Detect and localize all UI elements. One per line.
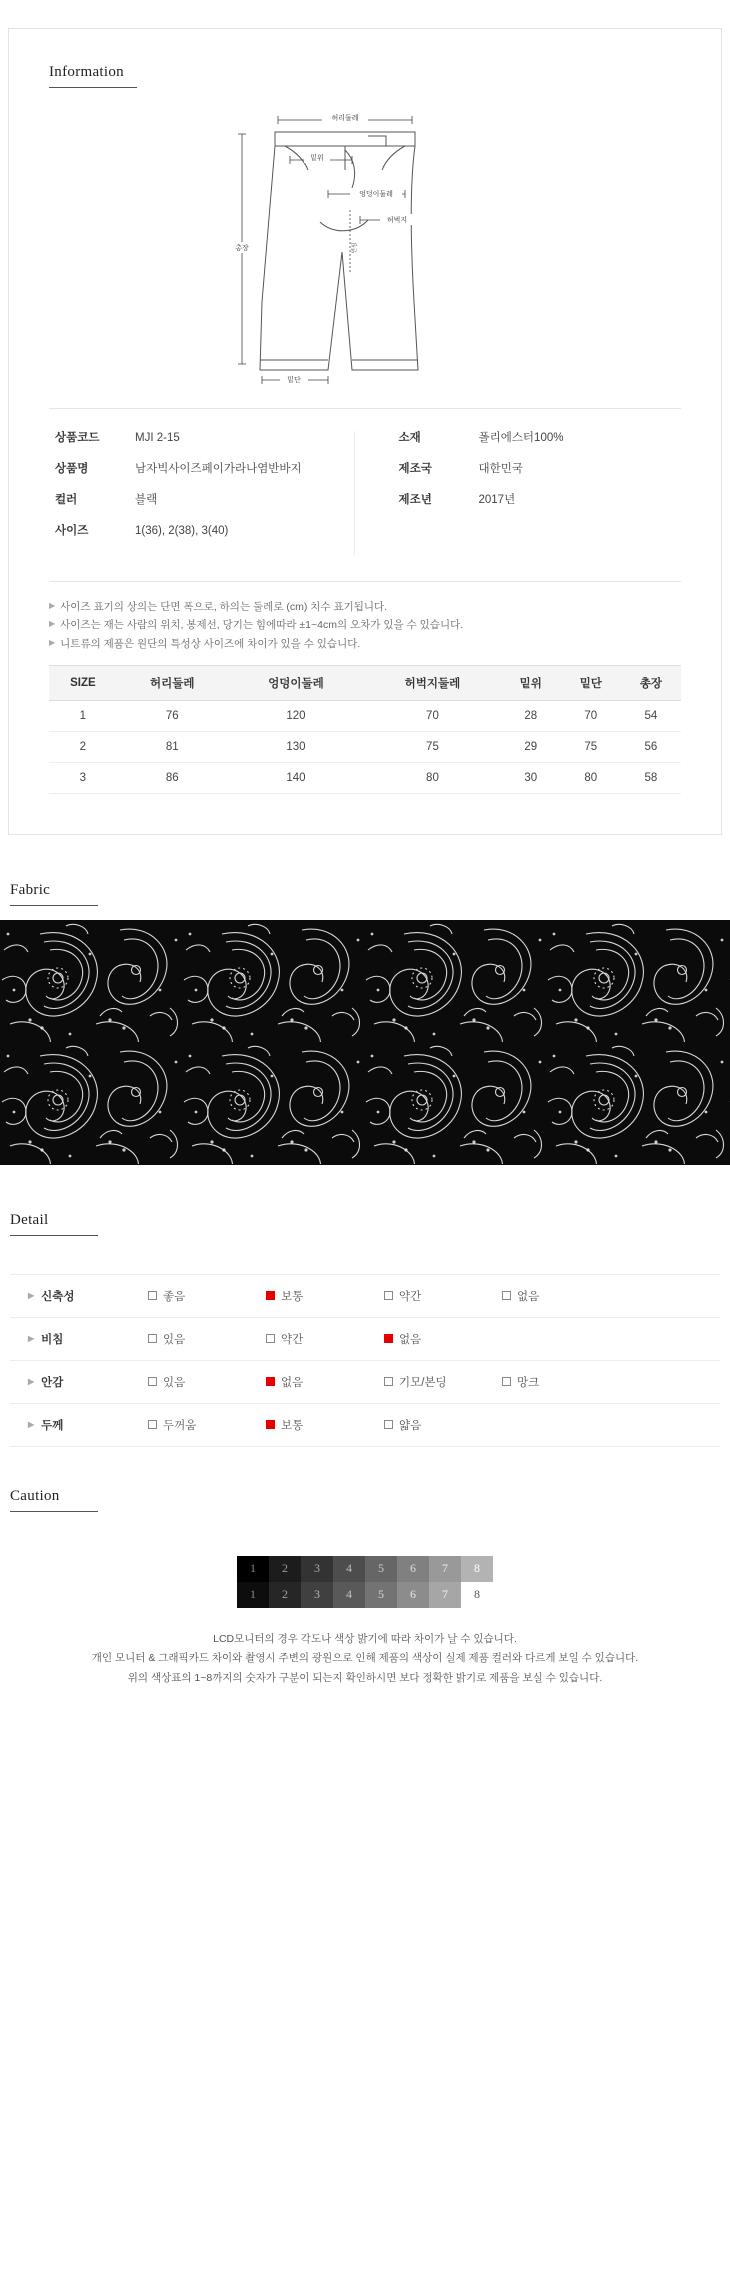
spec-key: 컬러	[55, 493, 78, 506]
spec-column-right	[355, 431, 682, 555]
table-cell: 76	[117, 700, 228, 731]
spec-key: 제조국	[398, 462, 432, 475]
checkbox-icon-checked[interactable]	[266, 1377, 275, 1386]
swatch-cell: 1	[237, 1582, 269, 1608]
detail-rows	[10, 1258, 720, 1447]
detail-label-text: 두께	[41, 1419, 64, 1432]
product-detail-page	[0, 28, 730, 1758]
spec-value: 폴리에스터100%	[478, 432, 564, 444]
option-label: 없음	[517, 1290, 540, 1303]
detail-option[interactable]	[266, 1417, 384, 1433]
detail-row-lining	[10, 1361, 720, 1404]
option-label: 기모/본딩	[399, 1376, 447, 1389]
information-panel	[8, 28, 722, 835]
diagram-label-hip: 엉덩이둘레	[359, 191, 393, 198]
table-row	[49, 731, 681, 762]
checkbox-icon[interactable]	[502, 1377, 511, 1386]
checkbox-icon[interactable]	[266, 1334, 275, 1343]
table-cell: 81	[117, 731, 228, 762]
swatch-cell: 6	[397, 1556, 429, 1582]
swatch-cell: 8	[461, 1556, 493, 1582]
option-label: 망크	[517, 1376, 540, 1389]
caution-title: Caution	[10, 1488, 98, 1512]
option-label: 없음	[399, 1333, 422, 1346]
triangle-icon: ▶	[28, 1334, 35, 1344]
detail-option[interactable]	[502, 1288, 620, 1304]
swatch-cell: 5	[365, 1582, 397, 1608]
note-text: 사이즈 표기의 상의는 단면 폭으로, 하의는 둘레로 (cm) 치수 표기됩니다.	[60, 600, 388, 613]
spec-column-left	[49, 431, 355, 555]
spec-value: 2017년	[478, 493, 516, 506]
swatch-row-top	[237, 1556, 493, 1582]
diagram-label-waist: 허리둘레	[331, 115, 359, 122]
spec-key: 소재	[398, 432, 421, 444]
checkbox-icon[interactable]	[148, 1377, 157, 1386]
swatch-cell: 1	[237, 1556, 269, 1582]
spec-area	[49, 408, 681, 555]
checkbox-icon[interactable]	[148, 1420, 157, 1429]
checkbox-icon-checked[interactable]	[266, 1420, 275, 1429]
table-header-row	[49, 665, 681, 700]
checkbox-icon[interactable]	[148, 1291, 157, 1300]
detail-row-transparency	[10, 1318, 720, 1361]
detail-row-thickness	[10, 1404, 720, 1447]
table-cell: 80	[364, 762, 500, 793]
spec-key: 상품코드	[55, 432, 100, 444]
size-notes	[49, 581, 681, 653]
option-label: 보통	[281, 1419, 304, 1432]
checkbox-icon[interactable]	[384, 1420, 393, 1429]
option-label: 있음	[163, 1376, 186, 1389]
spec-row	[399, 462, 676, 477]
spec-row	[55, 431, 332, 446]
caution-text	[10, 1630, 720, 1688]
swatch-cell: 2	[269, 1582, 301, 1608]
detail-options	[148, 1288, 720, 1304]
diagram-label-inseam: 인심	[352, 242, 358, 254]
table-header-cell: 밑위	[501, 665, 561, 700]
bottom-spacer	[0, 1688, 730, 1758]
detail-label	[28, 1374, 148, 1390]
spec-value: 1(36), 2(38), 3(40)	[135, 524, 229, 537]
table-cell: 80	[561, 762, 621, 793]
option-label: 보통	[281, 1290, 304, 1303]
spec-key: 상품명	[55, 462, 89, 475]
table-header-cell: 엉덩이둘레	[228, 665, 364, 700]
swatch-cell: 7	[429, 1556, 461, 1582]
fabric-section	[10, 881, 730, 906]
table-cell: 2	[49, 731, 117, 762]
swatch-grid	[237, 1556, 493, 1608]
paisley-pattern-svg	[0, 920, 730, 1165]
spec-key: 제조년	[398, 493, 432, 506]
detail-label-text: 신축성	[41, 1290, 75, 1303]
triangle-icon: ▶	[49, 619, 56, 629]
caution-line: 위의 색상표의 1~8까지의 숫자가 구분이 되는지 확인하시면 보다 정확한 밝기로 제품을 보실 수 있습니다.	[127, 1671, 603, 1684]
table-cell: 56	[621, 731, 681, 762]
detail-label	[28, 1331, 148, 1347]
table-cell: 54	[621, 700, 681, 731]
detail-option[interactable]	[384, 1331, 502, 1347]
diagram-label-crotch: 밑위	[310, 155, 324, 162]
option-label: 있음	[163, 1333, 186, 1346]
option-label: 좋음	[163, 1290, 186, 1303]
measurement-diagram	[49, 102, 681, 392]
spec-row	[55, 524, 332, 539]
checkbox-icon[interactable]	[384, 1291, 393, 1300]
information-title: Information	[49, 64, 137, 88]
detail-option[interactable]	[266, 1374, 384, 1390]
table-header-cell: 총장	[621, 665, 681, 700]
triangle-icon: ▶	[49, 600, 56, 610]
option-label: 두꺼움	[163, 1419, 197, 1432]
detail-option[interactable]	[384, 1374, 502, 1390]
table-cell: 58	[621, 762, 681, 793]
detail-option[interactable]	[266, 1288, 384, 1304]
spec-value: MJI 2-15	[135, 432, 180, 444]
table-header-cell: 허리둘레	[117, 665, 228, 700]
checkbox-icon[interactable]	[384, 1377, 393, 1386]
swatch-cell: 4	[333, 1582, 365, 1608]
detail-option[interactable]	[266, 1331, 384, 1347]
swatch-cell: 3	[301, 1582, 333, 1608]
table-cell: 120	[228, 700, 364, 731]
table-cell: 75	[561, 731, 621, 762]
diagram-label-hem: 밑단	[287, 377, 301, 384]
table-row	[49, 700, 681, 731]
triangle-icon: ▶	[28, 1377, 35, 1387]
detail-option[interactable]	[148, 1288, 266, 1304]
detail-label-text: 안감	[41, 1376, 64, 1389]
detail-label-text: 비침	[41, 1333, 64, 1346]
caution-line: 개인 모니터 & 그래픽카드 차이와 촬영시 주변의 광원으로 인해 제품의 색상이 실제 제품 컬러와 다르게 보일 수 있습니다.	[91, 1652, 639, 1665]
detail-options	[148, 1417, 720, 1433]
spec-row	[55, 493, 332, 508]
note-item	[49, 616, 681, 634]
pants-diagram-svg	[200, 102, 530, 392]
size-table	[49, 665, 681, 794]
detail-options	[148, 1374, 720, 1390]
option-label: 얇음	[399, 1419, 422, 1432]
note-item	[49, 635, 681, 653]
checkbox-icon-checked[interactable]	[384, 1334, 393, 1343]
table-cell: 28	[501, 700, 561, 731]
table-cell: 140	[228, 762, 364, 793]
fabric-title: Fabric	[10, 882, 98, 906]
swatch-cell: 3	[301, 1556, 333, 1582]
table-cell: 1	[49, 700, 117, 731]
fabric-image	[0, 920, 730, 1165]
spec-key: 사이즈	[55, 524, 89, 537]
triangle-icon: ▶	[49, 637, 56, 647]
spec-row	[399, 431, 676, 446]
note-text: 사이즈는 재는 사람의 위치, 봉제선, 당기는 힘에따라 ±1~4cm의 오차가 있을 수 있습니다.	[60, 619, 464, 632]
table-cell: 29	[501, 731, 561, 762]
checkbox-icon-checked[interactable]	[266, 1291, 275, 1300]
diagram-label-total-length: 총장	[235, 245, 249, 252]
table-cell: 30	[501, 762, 561, 793]
swatch-cell: 8	[461, 1582, 493, 1608]
note-text: 니트류의 제품은 원단의 특성상 사이즈에 차이가 있을 수 있습니다.	[60, 637, 361, 650]
diagram-label-thigh: 허벅지	[386, 217, 408, 224]
swatch-cell: 4	[333, 1556, 365, 1582]
table-header-cell: 허벅지둘레	[364, 665, 500, 700]
swatch-row-bottom	[237, 1582, 493, 1608]
detail-option[interactable]	[148, 1374, 266, 1390]
swatch-cell: 5	[365, 1556, 397, 1582]
option-label: 없음	[281, 1376, 304, 1389]
swatch-cell: 7	[429, 1582, 461, 1608]
option-label: 약간	[399, 1290, 422, 1303]
caution-line: LCD모니터의 경우 각도나 색상 밝기에 따라 차이가 날 수 있습니다.	[213, 1632, 517, 1645]
detail-option[interactable]	[502, 1374, 620, 1390]
triangle-icon: ▶	[28, 1420, 35, 1430]
table-cell: 70	[364, 700, 500, 731]
option-label: 약간	[281, 1333, 304, 1346]
table-header-cell: SIZE	[49, 665, 117, 700]
spec-value: 블랙	[135, 493, 158, 506]
detail-row-stretch	[10, 1274, 720, 1318]
spec-row	[399, 493, 676, 508]
table-header-cell: 밑단	[561, 665, 621, 700]
detail-section	[10, 1211, 730, 1236]
swatch-cell: 6	[397, 1582, 429, 1608]
detail-option[interactable]	[384, 1417, 502, 1433]
triangle-icon: ▶	[28, 1291, 35, 1301]
caution-section	[10, 1487, 720, 1688]
detail-title: Detail	[10, 1212, 98, 1236]
color-swatch-chart	[10, 1556, 720, 1608]
detail-options	[148, 1331, 720, 1347]
table-cell: 70	[561, 700, 621, 731]
checkbox-icon[interactable]	[502, 1291, 511, 1300]
detail-option[interactable]	[148, 1331, 266, 1347]
detail-option[interactable]	[148, 1417, 266, 1433]
checkbox-icon[interactable]	[148, 1334, 157, 1343]
detail-option[interactable]	[384, 1288, 502, 1304]
table-cell: 130	[228, 731, 364, 762]
note-item	[49, 598, 681, 616]
spec-value: 대한민국	[478, 462, 523, 475]
table-cell: 3	[49, 762, 117, 793]
table-row	[49, 762, 681, 793]
spec-row	[55, 462, 332, 477]
table-cell: 86	[117, 762, 228, 793]
swatch-cell: 2	[269, 1556, 301, 1582]
detail-label	[28, 1288, 148, 1304]
spec-value: 남자빅사이즈페이가라나염반바지	[135, 462, 302, 475]
detail-label	[28, 1417, 148, 1433]
table-cell: 75	[364, 731, 500, 762]
